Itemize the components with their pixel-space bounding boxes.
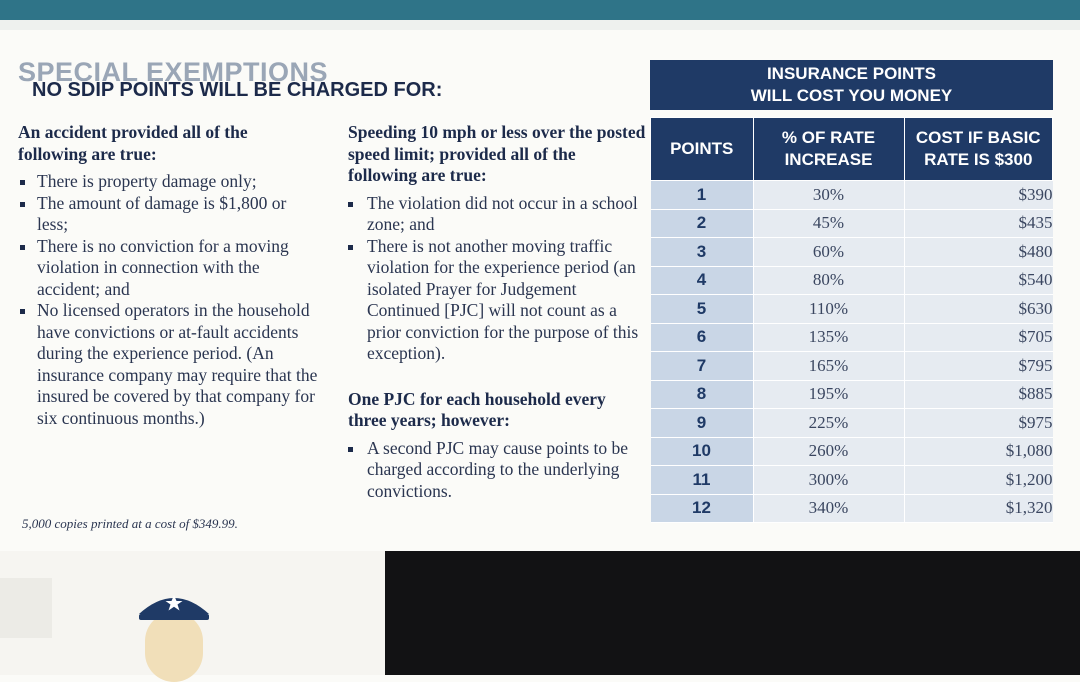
cost-cell: $435 — [904, 209, 1053, 238]
cost-cell: $885 — [904, 380, 1053, 409]
exemption-column-accident — [18, 122, 318, 429]
table-banner-line2: WILL COST YOU MONEY — [750, 86, 953, 105]
table-row — [651, 494, 1053, 523]
points-cell: 7 — [651, 352, 754, 381]
rate-increase-cell: 45% — [753, 209, 904, 238]
rate-increase-cell: 260% — [753, 437, 904, 466]
points-cell: 5 — [651, 295, 754, 324]
points-cell: 1 — [651, 181, 754, 210]
table-banner-line1: INSURANCE POINTS — [766, 64, 937, 83]
rate-increase-cell: 165% — [753, 352, 904, 381]
list-item: There is no conviction for a moving violation in connection with the accident; and — [18, 236, 318, 301]
points-cell: 3 — [651, 238, 754, 267]
list-item: No licensed operators in the household have convictions or at-fault accidents during the experience period. (An insurance company may require that the insured be covered by that company for six continuous months.) — [18, 300, 318, 429]
cost-cell: $795 — [904, 352, 1053, 381]
cost-cell: $1,080 — [904, 437, 1053, 466]
table-row — [651, 209, 1053, 238]
table-row — [651, 466, 1053, 495]
top-bar — [0, 0, 1080, 20]
table-row — [651, 352, 1053, 381]
bottom-decor-shape — [0, 578, 52, 638]
table-row — [651, 266, 1053, 295]
rate-increase-cell: 80% — [753, 266, 904, 295]
column-header-points: POINTS — [651, 118, 754, 181]
list-item: There is not another moving traffic violation for the experience period (an isolated Prayer for Judgement Continued [PJC] will not count as a prior conviction for the purpose of this exception). — [348, 236, 648, 365]
table-body — [651, 181, 1053, 523]
table-row — [651, 295, 1053, 324]
list-item: The violation did not occur in a school zone; and — [348, 193, 648, 236]
insurance-points-table — [650, 117, 1053, 523]
rate-increase-cell: 300% — [753, 466, 904, 495]
points-cell: 8 — [651, 380, 754, 409]
rate-increase-cell: 30% — [753, 181, 904, 210]
points-cell: 12 — [651, 494, 754, 523]
section-heading — [18, 58, 638, 108]
column-header-cost: COST IF BASIC RATE IS $300 — [904, 118, 1053, 181]
cost-cell: $1,200 — [904, 466, 1053, 495]
table-row — [651, 181, 1053, 210]
points-cell: 11 — [651, 466, 754, 495]
table-row — [651, 323, 1053, 352]
bullet-list — [348, 193, 648, 365]
points-cell: 2 — [651, 209, 754, 238]
officer-face — [145, 612, 203, 682]
table-row — [651, 380, 1053, 409]
list-item: The amount of damage is $1,800 or less; — [18, 193, 318, 236]
rate-increase-cell: 340% — [753, 494, 904, 523]
footnote: 5,000 copies printed at a cost of $349.99. — [22, 516, 238, 531]
exemption-column-speeding — [348, 122, 648, 502]
column-title: An accident provided all of the following are true: — [18, 122, 248, 164]
points-cell: 9 — [651, 409, 754, 438]
rate-increase-cell: 225% — [753, 409, 904, 438]
column-subtitle: One PJC for each household every three years; however: — [348, 388, 606, 430]
column-header-rate-increase: % OF RATE INCREASE — [753, 118, 904, 181]
table-banner — [650, 60, 1053, 110]
rate-increase-cell: 60% — [753, 238, 904, 267]
cost-cell: $480 — [904, 238, 1053, 267]
cost-cell: $705 — [904, 323, 1053, 352]
points-cell: 6 — [651, 323, 754, 352]
cost-cell: $390 — [904, 181, 1053, 210]
list-item: There is property damage only; — [18, 171, 318, 193]
rate-increase-cell: 135% — [753, 323, 904, 352]
list-item: A second PJC may cause points to be charged according to the underlying convictions. — [348, 438, 648, 503]
table-row — [651, 409, 1053, 438]
top-bar-strip — [0, 20, 1080, 30]
table-header-row — [651, 118, 1053, 181]
points-cell: 10 — [651, 437, 754, 466]
cost-cell: $1,320 — [904, 494, 1053, 523]
cost-cell: $540 — [904, 266, 1053, 295]
police-officer-icon — [135, 588, 213, 622]
bottom-dark-panel — [385, 551, 1080, 675]
rate-increase-cell: 195% — [753, 380, 904, 409]
heading-main-text: NO SDIP POINTS WILL BE CHARGED FOR: — [32, 79, 443, 101]
bullet-list — [348, 438, 648, 503]
bullet-list — [18, 171, 318, 429]
table-row — [651, 437, 1053, 466]
heading-ghost-text: SPECIAL EXEMPTIONS — [18, 57, 329, 87]
points-cell: 4 — [651, 266, 754, 295]
rate-increase-cell: 110% — [753, 295, 904, 324]
cost-cell: $630 — [904, 295, 1053, 324]
column-title: Speeding 10 mph or less over the posted speed limit; provided all of the following are true: — [348, 122, 646, 185]
cost-cell: $975 — [904, 409, 1053, 438]
table-row — [651, 238, 1053, 267]
